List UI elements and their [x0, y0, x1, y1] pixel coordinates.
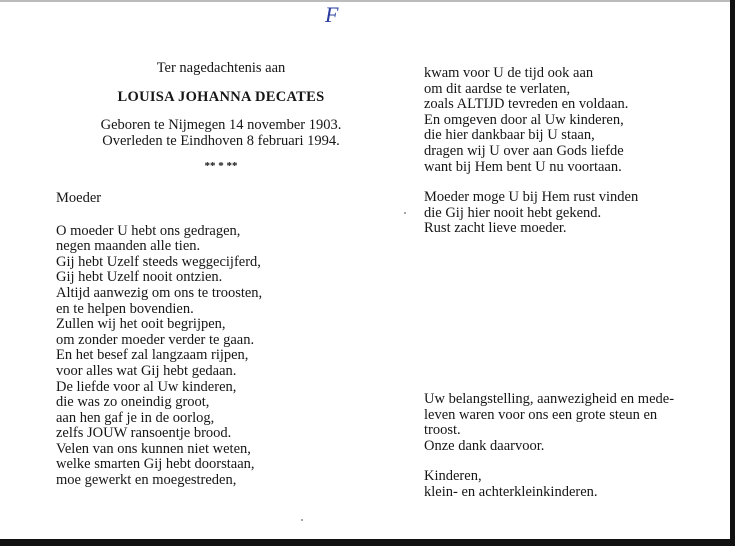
poem-line: Zullen wij het ooit begrijpen,	[56, 316, 226, 333]
poem-line: die was zo oneindig groot,	[56, 394, 210, 411]
closing-line: die Gij hier nooit hebt gekend.	[424, 204, 602, 221]
poem-line: Gij hebt Uzelf nooit ontzien.	[56, 269, 223, 286]
poem-line: voor alles wat Gij hebt gedaan.	[56, 362, 237, 379]
poem-line: En omgeven door al Uw kinderen,	[424, 111, 624, 128]
right-page	[424, 66, 714, 237]
poem-line: kwam voor U de tijd ook aan	[424, 65, 594, 81]
poem-line: O moeder U hebt ons gedragen,	[56, 222, 241, 239]
separator-stars: ** * **	[204, 160, 238, 173]
top-edge	[0, 0, 735, 2]
bottom-edge	[0, 539, 735, 546]
poem-line: want bij Hem bent U nu voortaan.	[424, 158, 622, 175]
death-line: Overleden te Eindhoven 8 februari 1994.	[102, 132, 340, 149]
poem-line: en te helpen bovendien.	[56, 300, 194, 317]
poem-line: zelfs JOUW ransoentje brood.	[56, 425, 232, 442]
signature-line: Kinderen,	[424, 468, 482, 485]
thanks-text	[424, 392, 714, 454]
poem-line: om dit aardse te verlaten,	[424, 80, 571, 97]
deceased-name: LOUISA JOHANNA DECATES	[117, 88, 325, 105]
poem-line: aan hen gaf je in de oorlog,	[56, 409, 215, 426]
right-edge	[730, 0, 735, 546]
poem-line: om zonder moeder verder te gaan.	[56, 331, 255, 348]
thanks-line: troost.	[424, 422, 461, 439]
thanks-line: Onze dank daarvoor.	[424, 437, 545, 454]
paper-speck	[404, 212, 406, 214]
paper-speck	[301, 519, 303, 521]
poem-line: moe gewerkt en moegestreden,	[56, 472, 237, 489]
thanks-line: leven waren voor ons een grote steun en	[424, 406, 658, 423]
poem-line: zoals ALTIJD tevreden en voldaan.	[424, 96, 629, 113]
poem-left	[56, 224, 386, 489]
signature	[424, 469, 714, 500]
dates-block	[56, 118, 386, 149]
poem-right	[424, 66, 714, 175]
poem-heading: Moeder	[56, 189, 102, 206]
poem-line: negen maanden alle tien.	[56, 238, 201, 255]
poem-line: Altijd aanwezig om ons te troosten,	[56, 284, 263, 301]
poem-line: De liefde voor al Uw kinderen,	[56, 378, 237, 395]
closing-verse	[424, 190, 714, 237]
left-page	[56, 61, 386, 489]
closing-line: Moeder moge U bij Hem rust vinden	[424, 189, 639, 206]
thanks-block	[424, 392, 714, 501]
signature-line: klein- en achterkleinkinderen.	[424, 483, 598, 500]
closing-line: Rust zacht lieve moeder.	[424, 220, 567, 237]
poem-line: En het besef zal langzaam rijpen,	[56, 347, 249, 364]
poem-line: dragen wij U over aan Gods liefde	[424, 142, 624, 159]
poem-line: die hier dankbaar bij U staan,	[424, 127, 595, 144]
poem-line: Gij hebt Uzelf steeds weggecijferd,	[56, 253, 261, 270]
intro-line: Ter nagedachtenis aan	[156, 60, 286, 76]
poem-line: Velen van ons kunnen niet weten,	[56, 440, 251, 457]
birth-line: Geboren te Nijmegen 14 november 1903.	[100, 117, 342, 134]
thanks-line: Uw belangstelling, aanwezigheid en mede-	[424, 391, 675, 407]
handwritten-mark: F	[325, 2, 339, 27]
poem-line: welke smarten Gij hebt doorstaan,	[56, 456, 255, 473]
